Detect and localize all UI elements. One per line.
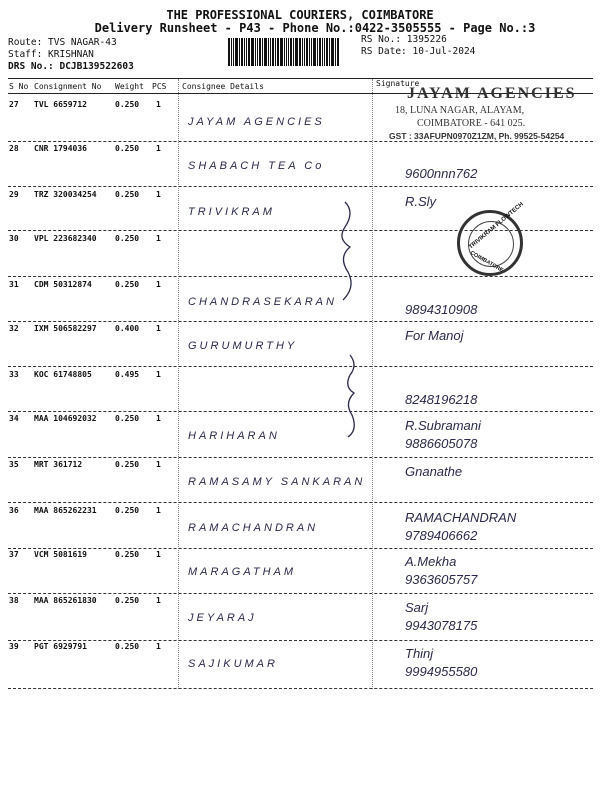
barcode-bar xyxy=(244,38,245,66)
row-weight: 0.250 xyxy=(115,596,140,605)
row-signature-handwritten: RAMACHANDRAN xyxy=(405,510,517,525)
row-sno: 36 xyxy=(9,506,19,515)
row-weight: 0.250 xyxy=(115,280,140,289)
row-phone-handwritten: 9943078175 xyxy=(405,618,478,633)
row-weight: 0.250 xyxy=(115,550,140,559)
barcode-bar xyxy=(329,38,330,66)
row-pcs: 1 xyxy=(156,280,161,289)
row-weight: 0.250 xyxy=(115,234,140,243)
rs-date: RS Date: 10-Jul-2024 xyxy=(361,46,476,57)
row-weight: 0.495 xyxy=(115,370,140,379)
barcode-bar xyxy=(248,38,250,66)
barcode-bar xyxy=(324,38,325,66)
barcode-bar xyxy=(259,38,261,66)
row-consignee-handwritten: MARAGATHAM xyxy=(188,566,297,578)
route-text: Route: TVS NAGAR-43 xyxy=(8,37,117,48)
row-consignment-no: VCM 5081619 xyxy=(34,550,87,559)
barcode-bar xyxy=(280,38,283,66)
row-phone-handwritten: 9994955580 xyxy=(405,664,478,679)
barcode-bar xyxy=(277,38,279,66)
row-pcs: 1 xyxy=(156,414,161,423)
stamp-gst-line: GST : 33AFUPN0970Z1ZM, Ph. 99525-54254 xyxy=(389,131,565,141)
row-consignment-no: TVL 6659712 xyxy=(34,100,87,109)
row-signature-handwritten: R.Sly xyxy=(405,194,437,209)
row-sno: 27 xyxy=(9,100,19,109)
row-pcs: 1 xyxy=(156,324,161,333)
barcode-bar xyxy=(231,38,232,66)
row-weight: 0.250 xyxy=(115,642,140,651)
row-sno: 29 xyxy=(9,190,19,199)
row-signature-handwritten: Gnanathe xyxy=(405,464,463,479)
row-phone-handwritten: 9789406662 xyxy=(405,528,478,543)
seal-text-top: TRIVIKRAM FLOWTECH xyxy=(468,201,525,251)
barcode-bar xyxy=(272,38,274,66)
row-consignee-handwritten: RAMACHANDRAN xyxy=(188,522,319,534)
row-consignee-handwritten: GURUMURTHY xyxy=(188,340,298,352)
col-header-pcs: PCS xyxy=(152,82,167,91)
staff-text: Staff: KRISHNAN xyxy=(8,49,94,60)
row-sno: 28 xyxy=(9,144,19,153)
row-signature-handwritten: Sarj xyxy=(405,600,429,615)
barcode-bar xyxy=(326,38,328,66)
row-consignment-no: MAA 865261830 xyxy=(34,596,97,605)
row-weight: 0.250 xyxy=(115,190,140,199)
barcode-bar xyxy=(290,38,292,66)
row-signature-handwritten: A.Mekha xyxy=(405,554,457,569)
barcode-bar xyxy=(311,38,312,66)
barcode-bar xyxy=(337,38,339,66)
column-separator xyxy=(178,79,179,689)
barcode-bar xyxy=(319,38,321,66)
row-consignee-handwritten: CHANDRASEKARAN xyxy=(188,296,337,308)
row-sno: 33 xyxy=(9,370,19,379)
runsheet-title: THE PROFESSIONAL COURIERS, COIMBATORE xyxy=(166,8,434,22)
row-phone-handwritten: 9886605078 xyxy=(405,436,478,451)
barcode-bar xyxy=(304,38,305,66)
row-weight: 0.250 xyxy=(115,144,140,153)
row-consignment-no: IXM 506582297 xyxy=(34,324,97,333)
barcode-bar xyxy=(233,38,234,66)
row-sno: 38 xyxy=(9,596,19,605)
row-weight: 0.250 xyxy=(115,460,140,469)
row-pcs: 1 xyxy=(156,190,161,199)
barcode-bar xyxy=(295,38,298,66)
row-consignment-no: CDM 50312874 xyxy=(34,280,92,289)
row-consignee-handwritten: RAMASAMY SANKARAN xyxy=(188,476,366,488)
row-pcs: 1 xyxy=(156,370,161,379)
row-weight: 0.250 xyxy=(115,414,140,423)
row-pcs: 1 xyxy=(156,550,161,559)
row-consignment-no: TRZ 320034254 xyxy=(34,190,97,199)
row-phone-handwritten: 8248196218 xyxy=(405,392,478,407)
row-consignment-no: MAA 865262231 xyxy=(34,506,97,515)
barcode-bar xyxy=(302,38,303,66)
barcode-bar xyxy=(228,38,230,66)
barcode-bar xyxy=(241,38,243,66)
col-header-signature: Signature xyxy=(376,79,420,88)
barcode-bar xyxy=(335,38,336,66)
row-consignee-handwritten: SAJIKUMAR xyxy=(188,658,278,670)
barcode-bar xyxy=(306,38,308,66)
row-sno: 39 xyxy=(9,642,19,651)
col-header-weight: Weight xyxy=(115,82,144,91)
barcode-bar xyxy=(270,38,271,66)
barcode-bar xyxy=(288,38,289,66)
row-consignment-no: VPL 223682340 xyxy=(34,234,97,243)
barcode xyxy=(228,38,358,66)
row-phone-handwritten: 9363605757 xyxy=(405,572,478,587)
row-phone-handwritten: 9600nnn762 xyxy=(405,166,478,181)
seal-text-bottom: COIMBATORE xyxy=(468,250,505,274)
stamp-name: JAYAM AGENCIES xyxy=(407,85,577,102)
row-pcs: 1 xyxy=(156,234,161,243)
stamp-address-line-2: COIMBATORE - 641 025. xyxy=(417,118,526,129)
row-consignee-handwritten: HARIHARAN xyxy=(188,430,280,442)
row-weight: 0.250 xyxy=(115,506,140,515)
runsheet-subtitle: Delivery Runsheet - P43 - Phone No.:0422-3505555 - Page No.:3 xyxy=(94,21,536,35)
barcode-bar xyxy=(317,38,318,66)
row-consignment-no: MRT 361712 xyxy=(34,460,83,469)
row-pcs: 1 xyxy=(156,506,161,515)
row-consignment-no: PGT 6929791 xyxy=(34,642,87,651)
header-top-rule xyxy=(8,78,593,79)
col-header-sno: S No xyxy=(9,82,29,91)
barcode-bar xyxy=(299,38,301,66)
stamp-address-line-1: 18, LUNA NAGAR, ALAYAM, xyxy=(395,105,525,116)
row-pcs: 1 xyxy=(156,596,161,605)
barcode-bar xyxy=(257,38,258,66)
row-sno: 35 xyxy=(9,460,19,469)
row-signature-handwritten: For Manoj xyxy=(405,328,464,343)
col-header-consignee: Consignee Details xyxy=(182,82,264,91)
barcode-bar xyxy=(264,38,267,66)
row-weight: 0.400 xyxy=(115,324,140,333)
barcode-bar xyxy=(286,38,287,66)
row-consignee-handwritten: TRIVIKRAM xyxy=(188,206,275,218)
barcode-bar xyxy=(239,38,240,66)
row-consignment-no: CNR 1794036 xyxy=(34,144,87,153)
row-consignment-no: KOC 61748805 xyxy=(34,370,92,379)
handwriting-strokes xyxy=(180,90,600,710)
barcode-bar xyxy=(284,38,285,66)
row-pcs: 1 xyxy=(156,100,161,109)
barcode-bar xyxy=(246,38,247,66)
row-pcs: 1 xyxy=(156,460,161,469)
row-consignee-handwritten: JAYAM AGENCIES xyxy=(188,116,325,128)
barcode-bar xyxy=(309,38,310,66)
row-pcs: 1 xyxy=(156,144,161,153)
row-sno: 31 xyxy=(9,280,19,289)
row-consignee-handwritten: SHABACH TEA Co xyxy=(188,160,325,172)
barcode-bar xyxy=(322,38,323,66)
barcode-bar xyxy=(268,38,269,66)
row-sno: 37 xyxy=(9,550,19,559)
col-header-consignment: Consignment No xyxy=(34,82,102,91)
barcode-bar xyxy=(313,38,316,66)
row-signature-handwritten: R.Subramani xyxy=(405,418,481,433)
barcode-bar xyxy=(255,38,256,66)
row-sno: 32 xyxy=(9,324,19,333)
row-consignee-handwritten: JEYARAJ xyxy=(188,612,257,624)
barcode-bar xyxy=(293,38,294,66)
row-sno: 30 xyxy=(9,234,19,243)
barcode-bar xyxy=(235,38,238,66)
row-weight: 0.250 xyxy=(115,100,140,109)
barcode-bar xyxy=(275,38,276,66)
row-signature-handwritten: Thinj xyxy=(405,646,434,661)
row-pcs: 1 xyxy=(156,642,161,651)
row-phone-handwritten: 9894310908 xyxy=(405,302,478,317)
row-sno: 34 xyxy=(9,414,19,423)
row-consignment-no: MAA 104692032 xyxy=(34,414,97,423)
barcode-bar xyxy=(331,38,334,66)
drs-number: DRS No.: DCJB139522603 xyxy=(8,61,134,72)
barcode-bar xyxy=(251,38,254,66)
barcode-bar xyxy=(262,38,263,66)
rs-number: RS No.: 1395226 xyxy=(361,34,447,45)
